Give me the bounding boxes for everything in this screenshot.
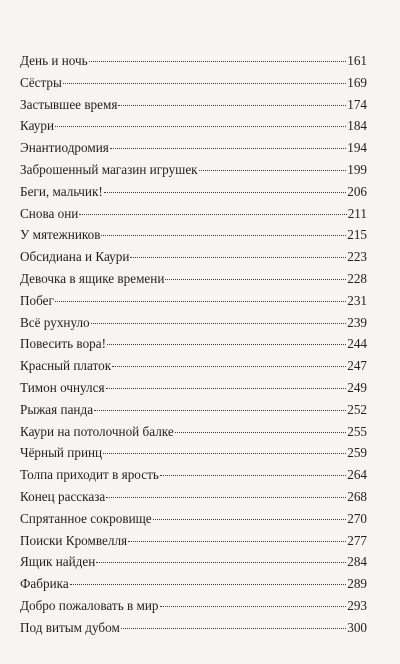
dot-leader xyxy=(118,105,346,106)
dot-leader xyxy=(121,628,346,629)
toc-entry xyxy=(20,573,367,595)
toc-entry xyxy=(20,268,367,290)
toc-entry-title: Рыжая панда xyxy=(20,401,94,417)
toc-entry-title: Чёрный принц xyxy=(20,445,103,461)
toc-entry-title: Каури на потолочной балке xyxy=(20,423,174,439)
toc-entry xyxy=(20,355,367,377)
toc-entry-page: 247 xyxy=(347,358,367,374)
toc-entry xyxy=(20,290,367,312)
toc-entry xyxy=(20,159,367,181)
dot-leader xyxy=(55,301,346,302)
toc-entry xyxy=(20,94,367,116)
toc-entry-title: Застывшее время xyxy=(20,96,118,112)
toc-entry xyxy=(20,595,367,617)
toc-entry-title: У мятежников xyxy=(20,227,101,243)
toc-entry xyxy=(20,72,367,94)
dot-leader xyxy=(110,148,346,149)
toc-entry-page: 289 xyxy=(347,576,367,592)
toc-entry-title: Снова они xyxy=(20,205,79,221)
toc-entry-title: Всё рухнуло xyxy=(20,314,90,330)
toc-entry-page: 231 xyxy=(347,292,367,308)
toc-entry-title: Спрятанное сокровище xyxy=(20,510,152,526)
toc-entry xyxy=(20,377,367,399)
dot-leader xyxy=(91,323,347,324)
toc-entry xyxy=(20,246,367,268)
toc-entry-page: 252 xyxy=(347,401,367,417)
dot-leader xyxy=(79,214,346,215)
toc-entry-title: День и ночь xyxy=(20,53,88,68)
toc-entry-page: 244 xyxy=(347,336,367,352)
dot-leader xyxy=(160,475,346,476)
toc-entry xyxy=(20,399,367,421)
toc-entry-title: Ящик найден xyxy=(20,554,96,570)
toc-entry-page: 223 xyxy=(347,249,367,265)
toc-entry-title: Повесить вора! xyxy=(20,336,107,352)
toc-entry xyxy=(20,137,367,159)
toc-entry-page: 259 xyxy=(347,445,367,461)
dot-leader xyxy=(160,606,347,607)
toc-entry-page: 194 xyxy=(347,140,367,156)
toc-entry-title: Обсидиана и Каури xyxy=(20,249,130,265)
toc-entry xyxy=(20,617,367,639)
dot-leader xyxy=(112,366,346,367)
toc-entry xyxy=(20,530,367,552)
toc-entry-title: Поиски Кромвелля xyxy=(20,532,128,548)
dot-leader xyxy=(153,519,347,520)
toc-entry-title: Конец рассказа xyxy=(20,488,106,504)
toc-entry-page: 184 xyxy=(347,118,367,134)
toc-entry xyxy=(20,115,367,137)
dot-leader xyxy=(199,170,347,171)
toc-entry-title: Тимон очнулся xyxy=(20,379,105,395)
dot-leader xyxy=(63,83,346,84)
toc-entry xyxy=(20,50,367,72)
dot-leader xyxy=(165,279,346,280)
dot-leader xyxy=(106,497,346,498)
dot-leader xyxy=(103,453,346,454)
toc-entry-page: 300 xyxy=(347,619,367,635)
toc-entry xyxy=(20,421,367,443)
toc-entry-title: Толпа приходит в ярость xyxy=(20,467,159,483)
toc-entry-page: 264 xyxy=(347,467,367,483)
toc-entry xyxy=(20,464,367,486)
dot-leader xyxy=(175,432,347,433)
toc-entry-title: Каури xyxy=(20,118,55,134)
toc-entry-page: 277 xyxy=(347,532,367,548)
toc-entry-page: 211 xyxy=(347,205,367,221)
toc-entry-title: Беги, мальчик! xyxy=(20,183,103,199)
toc-entry-page: 161 xyxy=(347,53,367,68)
toc-entry-page: 249 xyxy=(347,379,367,395)
toc-entry-title: Красный платок xyxy=(20,358,112,374)
dot-leader xyxy=(106,388,347,389)
toc-entry-page: 293 xyxy=(347,597,367,613)
dot-leader xyxy=(107,344,346,345)
toc-entry-page: 284 xyxy=(347,554,367,570)
toc-entry-title: Девочка в ящике времени xyxy=(20,270,165,286)
toc-entry xyxy=(20,333,367,355)
dot-leader xyxy=(96,562,346,563)
toc-entry-page: 215 xyxy=(347,227,367,243)
toc-entry-page: 206 xyxy=(347,183,367,199)
toc-entry-title: Добро пожаловать в мир xyxy=(20,597,159,613)
toc-entry-page: 268 xyxy=(347,488,367,504)
dot-leader xyxy=(101,235,346,236)
toc-entry-title: Побег xyxy=(20,292,54,308)
toc-entry-page: 199 xyxy=(347,161,367,177)
dot-leader xyxy=(104,192,346,193)
table-of-contents xyxy=(20,50,367,639)
dot-leader xyxy=(70,584,347,585)
toc-entry xyxy=(20,486,367,508)
toc-entry-title: Заброшенный магазин игрушек xyxy=(20,161,198,177)
toc-entry xyxy=(20,508,367,530)
toc-entry-title: Сёстры xyxy=(20,74,62,90)
toc-entry-page: 228 xyxy=(347,270,367,286)
toc-entry xyxy=(20,224,367,246)
dot-leader xyxy=(94,410,346,411)
toc-entry xyxy=(20,312,367,334)
toc-entry-title: Под витым дубом xyxy=(20,619,120,635)
toc-entry-page: 270 xyxy=(347,510,367,526)
toc-entry xyxy=(20,181,367,203)
dot-leader xyxy=(89,61,347,62)
toc-entry-title: Фабрика xyxy=(20,576,69,592)
toc-entry xyxy=(20,442,367,464)
toc-entry-page: 174 xyxy=(347,96,367,112)
toc-entry xyxy=(20,551,367,573)
dot-leader xyxy=(55,126,346,127)
dot-leader xyxy=(130,257,346,258)
toc-entry-page: 239 xyxy=(347,314,367,330)
toc-entry-page: 255 xyxy=(347,423,367,439)
toc-entry-page: 169 xyxy=(347,74,367,90)
dot-leader xyxy=(128,541,346,542)
toc-entry xyxy=(20,203,367,225)
toc-entry-title: Энантиодромия xyxy=(20,140,109,156)
